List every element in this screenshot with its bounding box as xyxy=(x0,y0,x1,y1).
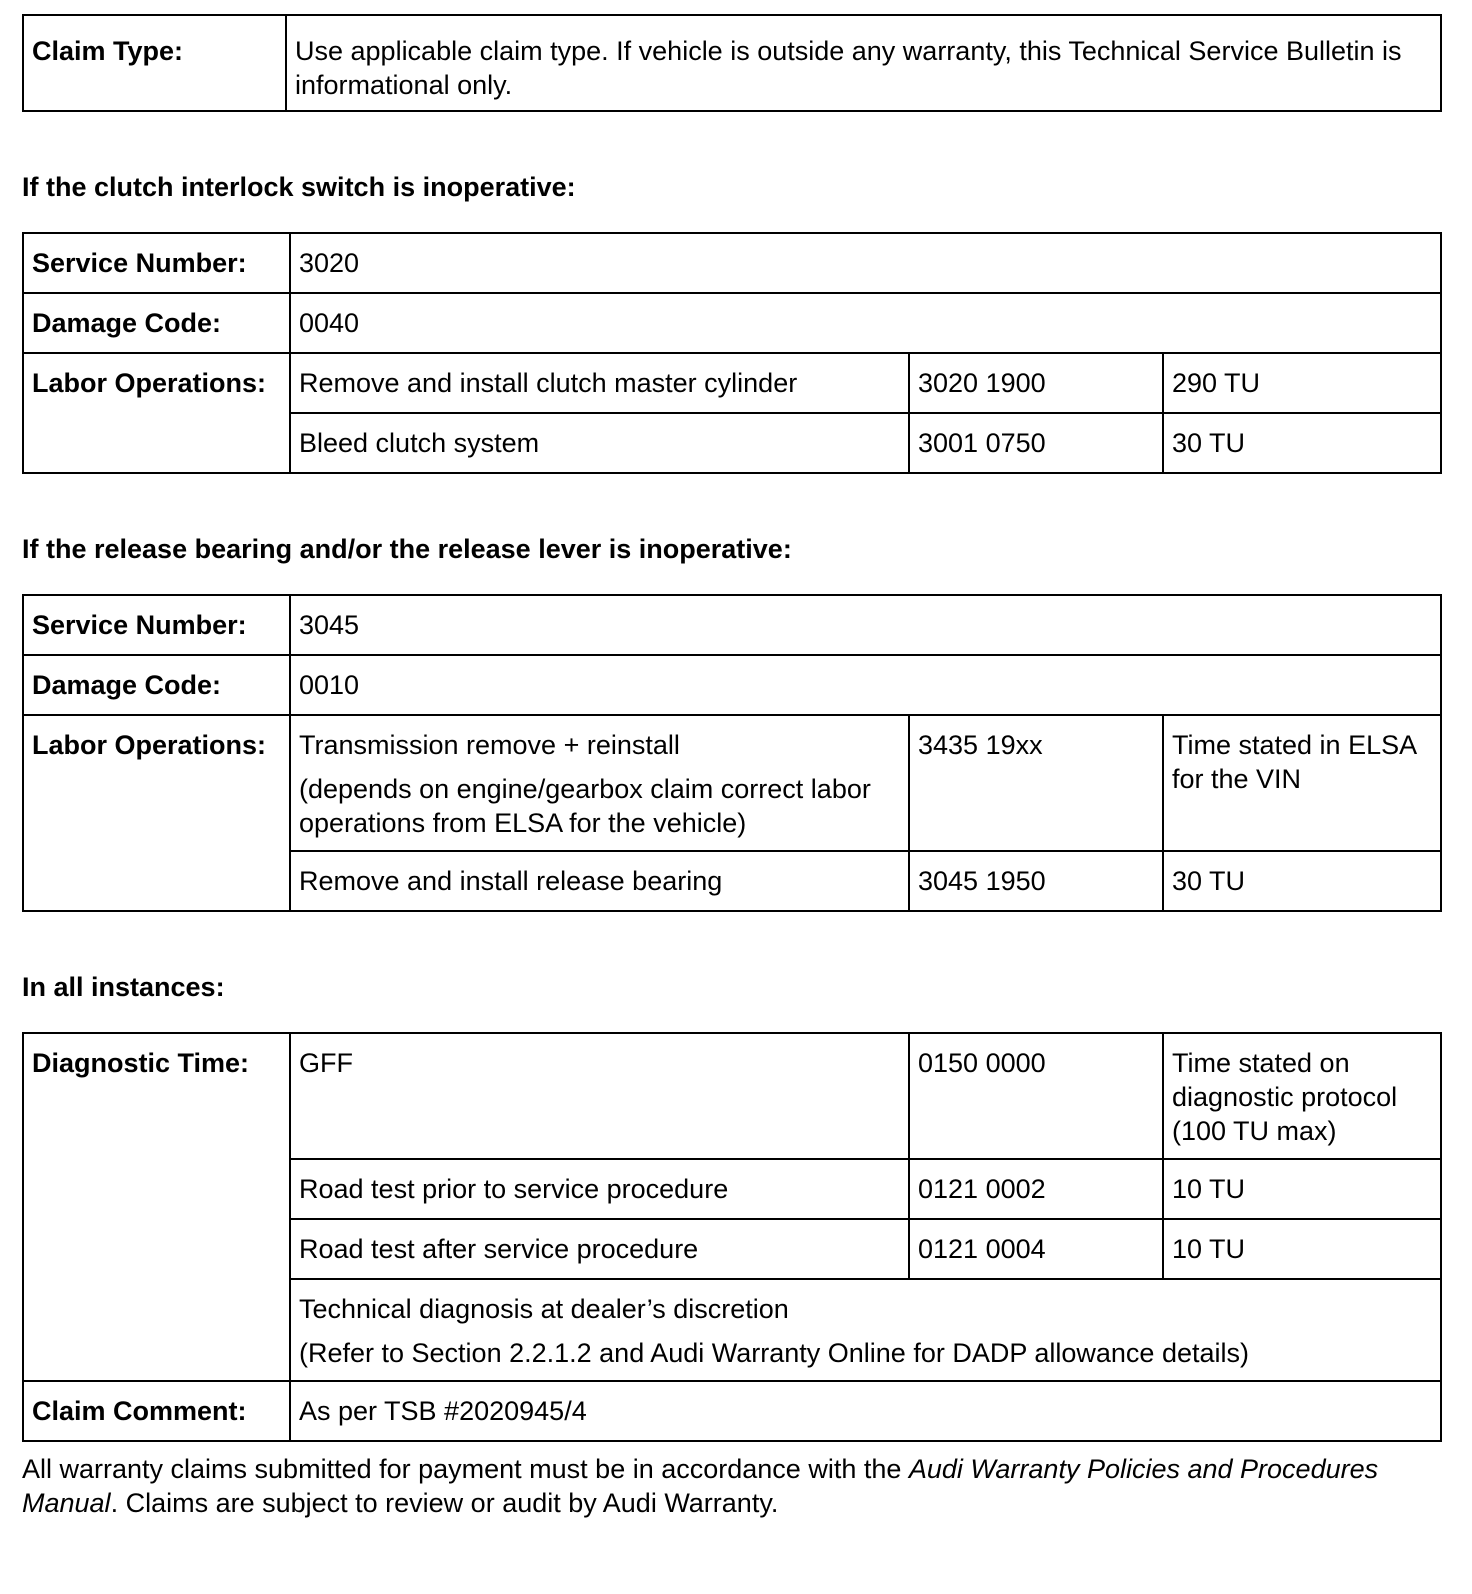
diagnostic-op-time: 10 TU xyxy=(1163,1219,1441,1279)
labor-op-note: (depends on engine/gearbox claim correct labor operations from ELSA for the vehicle) xyxy=(299,774,871,838)
labor-op-description-cell xyxy=(290,715,909,851)
table-row xyxy=(23,715,1441,851)
claim-comment-label: Claim Comment: xyxy=(23,1381,290,1441)
table-row xyxy=(23,1381,1441,1441)
diagnostic-op-code: 0121 0002 xyxy=(909,1159,1163,1219)
table-row xyxy=(23,353,1441,413)
technical-diagnosis-cell xyxy=(290,1279,1441,1381)
diagnostic-op-description: Road test after service procedure xyxy=(290,1219,909,1279)
labor-op-time: 290 TU xyxy=(1163,353,1441,413)
clutch-interlock-heading: If the clutch interlock switch is inoperative: xyxy=(22,172,576,202)
labor-op-code: 3435 19xx xyxy=(909,715,1163,851)
damage-code-label: Damage Code: xyxy=(23,655,290,715)
release-bearing-table xyxy=(22,594,1442,912)
damage-code-value: 0010 xyxy=(290,655,1441,715)
labor-op-description: Bleed clutch system xyxy=(290,413,909,473)
all-instances-table xyxy=(22,1032,1442,1442)
document xyxy=(22,14,1442,1520)
table-row xyxy=(23,233,1441,293)
claim-type-label: Claim Type: xyxy=(23,15,286,111)
footer-text-before: All warranty claims submitted for payment must be in accordance with the xyxy=(22,1454,909,1484)
diagnostic-op-time: 10 TU xyxy=(1163,1159,1441,1219)
all-instances-heading: In all instances: xyxy=(22,972,225,1002)
labor-op-description: Remove and install clutch master cylinder xyxy=(290,353,909,413)
service-number-value: 3020 xyxy=(290,233,1441,293)
diagnostic-time-label: Diagnostic Time: xyxy=(23,1033,290,1381)
labor-op-description: Transmission remove + reinstall xyxy=(299,730,680,760)
clutch-interlock-table xyxy=(22,232,1442,474)
claim-comment-value: As per TSB #2020945/4 xyxy=(290,1381,1441,1441)
service-number-label: Service Number: xyxy=(23,233,290,293)
labor-op-time: Time stated in ELSA for the VIN xyxy=(1163,715,1441,851)
technical-diagnosis: Technical diagnosis at dealer’s discretion xyxy=(299,1294,789,1324)
footer-manual-title: Audi Warranty Policies and Procedures Manual xyxy=(22,1454,1379,1518)
table-row xyxy=(23,595,1441,655)
labor-op-code: 3020 1900 xyxy=(909,353,1163,413)
diagnostic-op-code: 0121 0004 xyxy=(909,1219,1163,1279)
damage-code-value: 0040 xyxy=(290,293,1441,353)
diagnostic-op-code: 0150 0000 xyxy=(909,1033,1163,1159)
claim-type-value: Use applicable claim type. If vehicle is outside any warranty, this Technical Service Bulletin is informational only. xyxy=(286,15,1441,111)
labor-op-code: 3001 0750 xyxy=(909,413,1163,473)
diagnostic-op-description: Road test prior to service procedure xyxy=(290,1159,909,1219)
labor-operations-label: Labor Operations: xyxy=(23,353,290,473)
claim-type-row xyxy=(23,15,1441,111)
claim-type-table xyxy=(22,14,1442,112)
diagnostic-op-description: GFF xyxy=(290,1033,909,1159)
labor-operations-label: Labor Operations: xyxy=(23,715,290,911)
table-row xyxy=(23,1033,1441,1159)
labor-op-time: 30 TU xyxy=(1163,851,1441,911)
service-number-label: Service Number: xyxy=(23,595,290,655)
labor-op-time: 30 TU xyxy=(1163,413,1441,473)
release-bearing-heading: If the release bearing and/or the release lever is inoperative: xyxy=(22,534,792,564)
footer-text-after: . Claims are subject to review or audit by Audi Warranty. xyxy=(110,1488,779,1518)
labor-op-description: Remove and install release bearing xyxy=(290,851,909,911)
labor-op-code: 3045 1950 xyxy=(909,851,1163,911)
damage-code-label: Damage Code: xyxy=(23,293,290,353)
technical-diagnosis-note: (Refer to Section 2.2.1.2 and Audi Warranty Online for DADP allowance details) xyxy=(299,1338,1249,1368)
table-row xyxy=(23,655,1441,715)
table-row xyxy=(23,293,1441,353)
footer-note xyxy=(22,1452,1442,1520)
service-number-value: 3045 xyxy=(290,595,1441,655)
diagnostic-op-time: Time stated on diagnostic protocol (100 TU max) xyxy=(1163,1033,1441,1159)
